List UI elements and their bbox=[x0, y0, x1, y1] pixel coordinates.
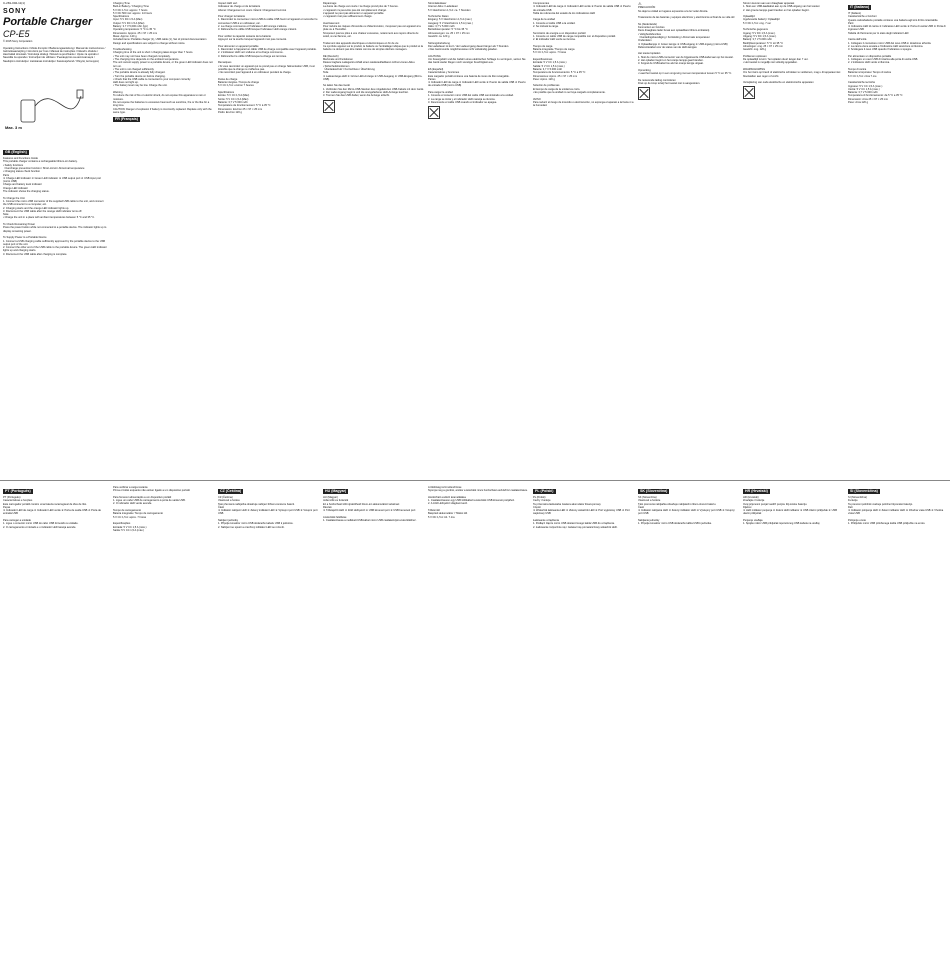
bottom-column-6 bbox=[530, 484, 637, 967]
brand-logo: SONY bbox=[3, 8, 27, 16]
weee-bin-icon bbox=[323, 100, 335, 113]
pl-content: PL (Polski) Cechy i funkcje Ta przenośna ładowarka zawiera akumulator litowo-jonowy. Części ① Wskaźnik ładowania LED ② Zielony wskaźnik LED ③ Port wyjściowy USB ④ Port wejściowy USB Ładowanie urządzenia 1. Podłącz złącze micro USB dostarczonego kabla USB do urządzenia. 2. Ładowanie rozpocznie się i zaświeci się pomarańczowy wskaźnik LED. bbox=[533, 496, 630, 529]
gb-content: Features and Functions Inside This portable charger contains a rechargeable lithium-ion battery. • Safety functions Overcharge prevention function / Short-circuit / Abnormal temperature • Charging status check function Parts ① Charge LED indicator ② Green LED indicator ③ USB output port ④ USB input port (micro USB) Charge and battery level indicator Orange LED indicator The indicator shows the charging status. To Charge the Unit 1. Connect the micro-USB connector of the supplied USB cable to the unit, and connect the USB connector to a computer, etc. 2. Charging starts and the orange LED indicator lights up. 3. Disconnect the USB cable after the orange LED indicator turns off. Note • Charge the unit in a place with ambient temperatures between 5 °C and 35 °C. To Check Remaining Power Press the power button while not connected to a portable device. The indicator lights up to display remaining power. To Supply Power to a Portable Device 1. Connect a USB charging cable sufficiently approved by the portable device to the USB output port of the unit. 2. Connect the other end of the USB cable to the portable device. The green LED indicator lights up and charging starts. 3. Disconnect the USB cable after charging is complete. bbox=[3, 157, 107, 256]
section-header-it: IT (Italiano) bbox=[850, 5, 870, 9]
fr-content: Inspect LED vert Indicateur de charge et de la batterie Allumé: Chargement en cours / Éteint: Chargement terminé Pour charger la batterie 1. Raccordez le connecteur micro-USB du câble USB fourni à l'appareil et raccordez le connecteur USB à un ordinateur, etc. 2. La charge commence et l'indicateur LED orange s'allume. 3. Débranchez le câble USB lorsque l'indicateur LED orange s'éteint. Pour vérifier la capacité restante de la batterie Appuyez sur la touche lorsque l'appareil n'est pas connecté. Pour alimenter un appareil portable 1. Raccordez à l'appareil un câble USB de charge compatible avec l'appareil portable. 2. L'indicateur LED vert s'allume et la charge commence. 3. Débranchez le câble USB lorsque la charge est terminée. Remarques • Si vous raccordez un appareil qui ne prend pas en charge l'alimentation USB, il est possible que la charge ne s'effectue pas. • Ne raccordez pas l'appareil à un ordinateur pendant la charge. Durée de charge Batterie intégrée / Temps de charge 5 V CC 1,5 A: environ 7 heures Spécifications Entrée: 5 V CC 1,5 A (Max) Sortie: 5 V CC 1,5 A (Max) Batterie: 3,7 V 5 000 mAh Température de fonctionnement: 5 °C à 35 °C Dimensions: Environ 25 × 97 × 25 mm Poids: Environ 120 g bbox=[218, 2, 318, 114]
document-code: C-281-002-11(1) bbox=[3, 1, 25, 5]
section-header-hr: HR (Hrvatski) bbox=[745, 489, 768, 493]
section-header-cz: CZ (Čeština) bbox=[220, 489, 242, 493]
bottom-column-4 bbox=[320, 484, 427, 967]
bottom-column-2 bbox=[110, 484, 217, 967]
model-number: CP-E5 bbox=[3, 29, 30, 40]
hu-content-2: A töltöttségi szint ellenőrzése Nyomja meg a gombot, amikor a készülék nincs hordozható eszközhöz csatlakoztatva. Hordozható eszköz áramellátása 1. Csatlakoztasson egy USB töltőkábelt a készülék USB kimeneti portjához. 2. A zöld LED-jelző világítani kezd. Töltési idő Beépített akkumulátor / Töltési idő 5 V DC 1,5 A: kb. 7 óra bbox=[428, 486, 528, 519]
hu-content: HU (Magyar) Jellemzők és funkciók Ez a hordozható töltő újratölthető lítium-ion akkumulátort tartalmaz. Részek ① Töltésjelző LED ② Zöld LED-jelző ③ USB kimeneti port ④ USB bemeneti port A készülék feltöltése 1. Csatlakoztassa a mellékelt USB-kábel micro USB csatlakozóját a készülékhez. bbox=[323, 496, 417, 523]
section-header-pt: PT (Português) bbox=[5, 489, 31, 493]
sk-content: SK (Slovenčina) Vlastnosti a funkcie Táto prenosná nabíjačka obsahuje nabíjateľnú lítium-iónovú batériu. Časti ① Indikátor nabíjania LED ② Zelený indikátor LED ③ Výstupný port USB ④ Vstupný port USB Nabíjanie jednotky 1. Pripojte konektor micro USB dodaného kábla USB k jednotke. bbox=[638, 496, 735, 526]
product-title: Portable Charger bbox=[3, 16, 93, 29]
copyright: © 2015 Sony Corporation bbox=[3, 40, 33, 44]
es-content: Componentes ① Indicador LED de carga ② Indicador LED verde ③ Puerto de salida USB ④ Puerto de entrada USB Tabla de referencia del estado de los indicadores LED Carga de la unidad 1. Conecte el cable USB a la unidad. 2. Se iniciará la carga. Suministro de energía a un dispositivo portátil 1. Conecte un cable USB de carga compatible con el dispositivo portátil. 2. El indicador LED verde se ilumina. Tiempo de carga Batería integrada / Tiempo de carga 5 V CC 1,5 A: aprox. 7 horas Especificaciones Entrada: 5 V CC 1,5 A (máx.) Salida: 5 V CC 1,5 A (máx.) Batería: 3,7 V 5.000 mAh Temperatura de funcionamiento: 5 °C a 35 °C Dimensiones: Aprox. 25 × 97 × 25 mm Peso: Aprox. 120 g Solución de problemas El tiempo de carga de la unidad es corto. • Es posible que la unidad no se haya cargado completamente. AVISO Para reducir el riesgo de incendio o electrocución, no exponga el aparato a la lluvia ni a la humedad. bbox=[533, 2, 634, 108]
charger-illustration bbox=[3, 66, 107, 144]
nl-content: Stroom leveren aan een draagbaar apparaat 1. Sluit een USB-laadkabel aan op de USB-uitgang van het toestel. 2. Het groene lampje gaat branden en het opladen begint. Oplaadtijd Ingebouwde batterij / Oplaadtijd 5 V DC 1,5 A: ong. 7 uur Technische gegevens Ingang: 5 V DC 1,5 A (max.) Uitgang: 5 V DC 1,5 A (max.) Batterij: 3,7 V 5.000 mAh Bedrijfstemperatuur: 5 °C tot 35 °C Afmetingen: ong. 25 × 97 × 25 mm Gewicht: ong. 120 g Problemen oplossen De oplaadtijd is kort / het opladen duurt langer dan 7 uur. • Het toestel is mogelijk niet volledig opgeladen. WAARSCHUWING Om het risico op brand of elektrische schokken te verkleinen, mag u dit apparaat niet blootstellen aan regen of vocht. Verwijdering van oude elektrische en elektronische apparaten bbox=[743, 2, 841, 85]
it-content: IT (Italiano) Caratteristiche e funzioni Questo caricabatterie portatile contiene una batteria agli ioni di litio ricaricabile. Parti ① Indicatore LED di carica ② Indicatore LED verde ③ Porta di uscita USB ④ Porta di ingresso USB Tabella di riferimento per lo stato degli indicatori LED Carica dell'unità 1. Collegare il connettore micro USB del cavo USB in dotazione all'unità. 2. La carica viene avviata e l'indicatore LED arancione si illumina. 3. Scollegare il cavo USB quando l'indicatore si spegne. Per alimentare un dispositivo portatile 1. Collegare un cavo USB di ricarica alla porta di uscita USB. 2. L'indicatore LED verde si illumina. Tempo di carica Batteria incorporata / Tempo di carica 5 V CC 1,5 A: circa 7 ore Caratteristiche tecniche Ingresso: 5 V CC 1,5 A (max.) Uscita: 5 V CC 1,5 A (max.) Batteria: 3,7 V 5.000 mAh Temperatura di funzionamento: da 5 °C a 35 °C Dimensioni: circa 25 × 97 × 25 mm Peso: circa 120 g bbox=[848, 12, 946, 105]
gb-specs: Charging Time Built-in Battery / Charging Time 5 V DC 1.5 A: approx. 7 hours 5 V DC 500 mA: approx. 14 hours Specifications Input: 5 V DC 1.5 A (Max) Output: 5 V DC 1.5 A (Max) Battery: 3.7 V 5,000 mAh (typ) Operating temperature: 5 °C to 35 °C Dimensions: Approx. 25 × 97 × 25 mm Mass: Approx. 120 g Included items: Portable charger (1), USB cable (1), Set of printed documentation Design and specifications are subject to change without notice. Troubleshooting Charging time of the unit is short / charging takes longer than 7 hours. • The unit may not have been charged completely. • The charging time depends on the ambient temperature. The unit cannot supply power to a portable device, or the green LED indicator does not turn on. • The unit is not charged sufficiently. • The portable device is already fully charged. • Turn the portable device on before charging. • Check that the USB cable is connected to your computer correctly. LED does not light up. • The battery level may be low. Charge the unit. Warning To reduce the risk of fire or electric shock, do not expose this apparatus to rain or moisture. Do not expose the batteries to excessive heat such as sunshine, fire or the like for a long time. CAUTION: Danger of explosion if battery is incorrectly replaced. Replace only with the same type. bbox=[113, 2, 213, 114]
cz-content: CZ (Čeština) Vlastnosti a funkce Tato přenosná nabíječka obsahuje nabíjecí lithium-iontovou baterii. Části ① Indikátor nabíjení LED ② Zelený indikátor LED ③ Výstupní port USB ④ Vstupní port USB Nabíjení jednotky 1. Připojte konektor micro USB dodaného kabelu USB k jednotce. 2. Nabíjení se spustí a oranžový indikátor LED se rozsvítí. bbox=[218, 496, 318, 529]
hr-content: HR (Hrvatski) Značajke i funkcije Ovaj prijenosni punjač sadrži punjivu litij-ionsku bateriju. Dijelovi ① LED indikator punjenja ② Zeleni LED indikator ③ USB izlazni priključak ④ USB ulazni priključak Punjenje uređaja 1. Spojite mikro USB priključak isporučenog USB kabela na uređaj. bbox=[743, 496, 837, 526]
pt-content: PT (Português) Características e funções Este carregador portátil contém uma bateria recarregável de iões de lítio. Peças ① Indicador LED de carga ② Indicador LED verde ③ Porta de saída USB ④ Porta de entrada USB Para carregar a unidade 1. Ligue o conector micro USB do cabo USB fornecido à unidade. 2. O carregamento é iniciado e o indicador LED laranja acende. bbox=[3, 496, 101, 529]
weee-bin-icon bbox=[428, 106, 440, 119]
section-header-pl: PL (Polski) bbox=[535, 489, 554, 493]
bottom-column-1 bbox=[0, 484, 110, 967]
bottom-column-8 bbox=[740, 484, 847, 967]
bottom-column-5 bbox=[425, 484, 532, 967]
weee-bin-icon bbox=[638, 87, 650, 100]
languages-list: Operating Instructions / Mode d'emploi / Bedienungsanleitung / Manual de instrucciones / Gebruiksaanwijzing / Istruzioni per l'uso / Manual de instruções / Návod k obsluze / Használati útmutató / Instrukcja obsługi / Návod na používanie / Upute za uporabu / Navodila za uporabo / Instrucţiuni de utilizare / Ръководство за експлоатация / Naudojimo instrukcija / Lietošanas instrukcija / Kasutusjuhend / Οδηγίες λειτουργίας bbox=[3, 46, 107, 63]
warning-icon: ⚠ bbox=[638, 1, 642, 6]
pt-content-2: Para verificar a carga restante Prima o botão enquanto não estiver ligado a um dispositivo portátil. Para fornecer alimentação a um dispositivo portátil 1. Ligue um cabo USB de carregamento à porta de saída USB. 2. O indicador LED verde acende. Tempo de carregamento Bateria integrada / Tempo de carregamento 5 V CC 1,5 A: aprox. 7 horas Especificações Entrada: 5 V CC 1,5 A (máx.) Saída: 5 V CC 1,5 A (máx.) bbox=[113, 486, 191, 532]
si-content: SI (Slovenščina) Funkcije Ta prenosni polnilnik vsebuje polnilno litij-ionsko baterijo. Deli ① Indikator polnjenja LED ② Zeleni indikator LED ③ Izhodna vrata USB ④ Vhodna vrata USB Polnjenje enote 1. Priključek micro USB priloženega kabla USB priključite na enoto. bbox=[848, 496, 944, 526]
max-length-label: Max. 3 m bbox=[5, 125, 22, 131]
de-es-content: Stromladedauer Interner Akku / Ladedauer 5 V Gleichstrom 1,5 A: ca. 7 Stunden Technische Daten Eingang: 5 V Gleichstrom 1,5 A (max.) Ausgang: 5 V Gleichstrom 1,5 A (max.) Akku: 3,7 V 5.000 mAh Betriebstemperatur: 5 °C bis 35 °C Abmessungen: ca. 25 × 97 × 25 mm Gewicht: ca. 120 g Störungsbehebung Die Ladedauer ist kurz / der Ladevorgang dauert länger als 7 Stunden. • Das Gerät wurde möglicherweise nicht vollständig geladen. ACHTUNG Um Feuergefahr und die Gefahr eines elektrischen Schlags zu verringern, setzen Sie das Gerät weder Regen noch sonstiger Feuchtigkeit aus. ES (Español) Características y funciones Este cargador portátil contiene una batería de iones de litio recargable. Partes ① Indicador LED de carga ② Indicador LED verde ③ Puerto de salida USB ④ Puerto de entrada USB (micro USB) Para cargar la unidad 1. Conecte el conector micro USB del cable USB suministrado a la unidad. 2. La carga se inicia y el indicador LED naranja se ilumina. 3. Desconecte el cable USB cuando el indicador se apague. bbox=[428, 2, 526, 104]
bottom-column-7 bbox=[635, 484, 742, 967]
bottom-column-3 bbox=[215, 484, 322, 967]
fr-de-content: Dépannage La durée de charge est courte / la charge prend plus de 7 heures. • L'appareil n'a peut-être pas été complètement chargé. L'appareil ne peut pas alimenter un appareil portable. • L'appareil n'est pas suffisamment chargé. Avertissement Pour réduire les risques d'incendie ou d'électrocution, n'exposez pas cet appareil à la pluie ou à l'humidité. N'exposez pas les piles à une chaleur excessive, notamment aux rayons directs du soleil, à une flamme, etc. Traitement des appareils électriques et électroniques en fin de vie Ce symbole apposé sur le produit, la batterie ou l'emballage indique que le produit et la batterie ne doivent pas être traités comme de simples déchets ménagers. DE (Deutsch) Merkmale und Funktionen Dieses tragbare Ladegerät enthält einen wiederaufladbaren Lithium-Ionen-Akku. • Sicherheitsfunktionen Überladeschutz / Kurzschluss / Überhitzung Teile ① Ladeanzeige-LED ② Grüne LED-Anzeige ③ USB-Ausgang ④ USB-Eingang (Micro-USB) So laden Sie das Gerät 1. Verbinden Sie den Micro-USB-Stecker des mitgelieferten USB-Kabels mit dem Gerät. 2. Der Ladevorgang beginnt und die orangefarbene LED-Anzeige leuchtet. 3. Trennen Sie das USB-Kabel, wenn die Anzeige erlischt. bbox=[323, 2, 424, 98]
section-header-sk: SK (Slovenčina) bbox=[640, 489, 668, 493]
section-header-si: SI (Slovenščina) bbox=[850, 489, 878, 493]
weee-bin-icon bbox=[743, 86, 755, 99]
es-nl-content: PRECAUCIÓN No deje la unidad en lugares expuestos a la luz solar directa. Tratamiento de las baterías y equipos eléctricos y electrónicos al final de su vida útil NL (Nederlands) Kenmerken en functies Deze draagbare lader bevat een oplaadbare lithium-ionbatterij. • Veiligheidsfuncties Overladingsbeveiliging / Kortsluiting / Abnormale temperatuur Onderdelen ① Oplaadlampje ② Groen lampje ③ USB-uitgang ④ USB-ingang (micro-USB) Referentietabel voor de status van de LED-lampjes Het toestel opladen 1. Sluit de micro-USB-connector van de bijgeleverde USB-kabel aan op het toestel. 2. Het opladen begint en het oranje lampje gaat branden. 3. Koppel de USB-kabel los als het oranje lampje uitgaat. Opmerking • Laad het toestel op in een omgeving met een temperatuur tussen 5 °C en 35 °C. De resterende lading controleren Druk op de knop terwijl het toestel niet is aangesloten. bbox=[638, 6, 735, 86]
section-header-fr: FR (Français) bbox=[115, 117, 138, 122]
bottom-column-9 bbox=[845, 484, 950, 967]
section-header-hu: HU (Magyar) bbox=[325, 489, 347, 493]
section-header-gb: GB (English) bbox=[5, 150, 27, 155]
charger-cable-drawing bbox=[15, 76, 85, 136]
